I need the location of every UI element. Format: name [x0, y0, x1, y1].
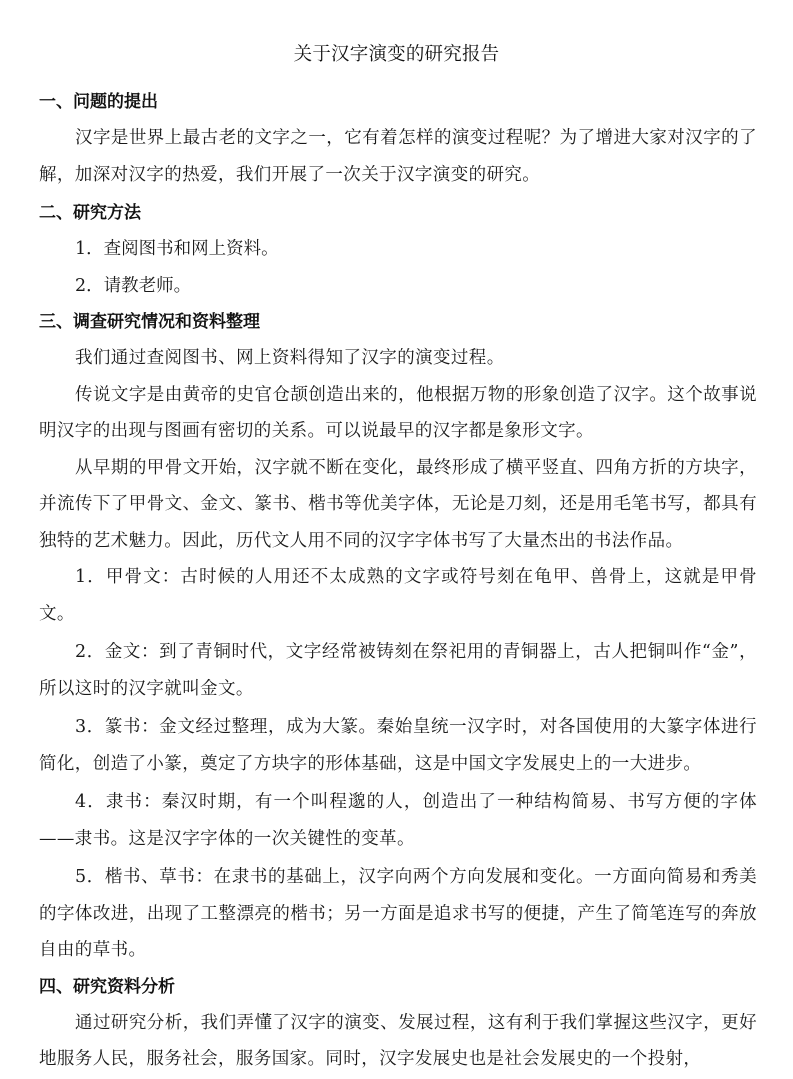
paragraph: 5．楷书、草书：在隶书的基础上，汉字向两个方向发展和变化。一方面向简易和秀美的字体改进，出现了工整漂亮的楷书；另一方面是追求书写的便捷，产生了简笔连写的奔放自由的草书。 [39, 867, 757, 960]
paragraph: 2．金文：到了青铜时代，文字经常被铸刻在祭祀用的青铜器上，古人把铜叫作“金”，所以这时的汉字就叫金文。 [39, 642, 757, 699]
paragraph: 通过研究分析，我们弄懂了汉字的演变、发展过程，这有利于我们掌握这些汉字，更好地服务人民，服务社会，服务国家。同时，汉字发展史也是社会发展史的一个投射， [39, 1012, 757, 1069]
section-heading: 二、研究方法 [39, 203, 141, 223]
paragraph: 汉字是世界上最古老的文字之一，它有着怎样的演变过程呢？为了增进大家对汉字的了解，加深对汉字的热爱，我们开展了一次关于汉字演变的研究。 [39, 128, 757, 185]
list-item: 1．查阅图书和网上资料。 [75, 239, 279, 259]
paragraph: 我们通过查阅图书、网上资料得知了汉字的演变过程。 [75, 348, 505, 368]
section-heading: 三、调查研究情况和资料整理 [39, 312, 260, 332]
paragraph: 传说文字是由黄帝的史官仓颉创造出来的，他根据万物的形象创造了汉字。这个故事说明汉字的出现与图画有密切的关系。可以说最早的汉字都是象形文字。 [39, 384, 757, 441]
paragraph: 从早期的甲骨文开始，汉字就不断在变化，最终形成了横平竖直、四角方折的方块字，并流传下了甲骨文、金文、篆书、楷书等优美字体，无论是刀刻，还是用毛笔书写，都具有独特的艺术魅力。因此，历代文人用不同的汉字字体书写了大量杰出的书法作品。 [39, 457, 757, 551]
list-item: 2．请教老师。 [75, 275, 192, 296]
paragraph: 1．甲骨文：古时候的人用还不太成熟的文字或符号刻在龟甲、兽骨上，这就是甲骨文。 [39, 567, 757, 624]
document-body [39, 84, 757, 1078]
section-heading: 一、问题的提出 [39, 92, 158, 112]
document-title: 关于汉字演变的研究报告 [293, 44, 500, 65]
section-heading: 四、研究资料分析 [39, 976, 175, 997]
paragraph: 4．隶书：秦汉时期，有一个叫程邈的人，创造出了一种结构简易、书写方便的字体——隶书。这是汉字字体的一次关键性的变革。 [39, 792, 757, 849]
paragraph: 3．篆书：金文经过整理，成为大篆。秦始皇统一汉字时，对各国使用的大篆字体进行简化，创造了小篆，奠定了方块字的形体基础，这是中国文字发展史上的一大进步。 [39, 717, 757, 774]
